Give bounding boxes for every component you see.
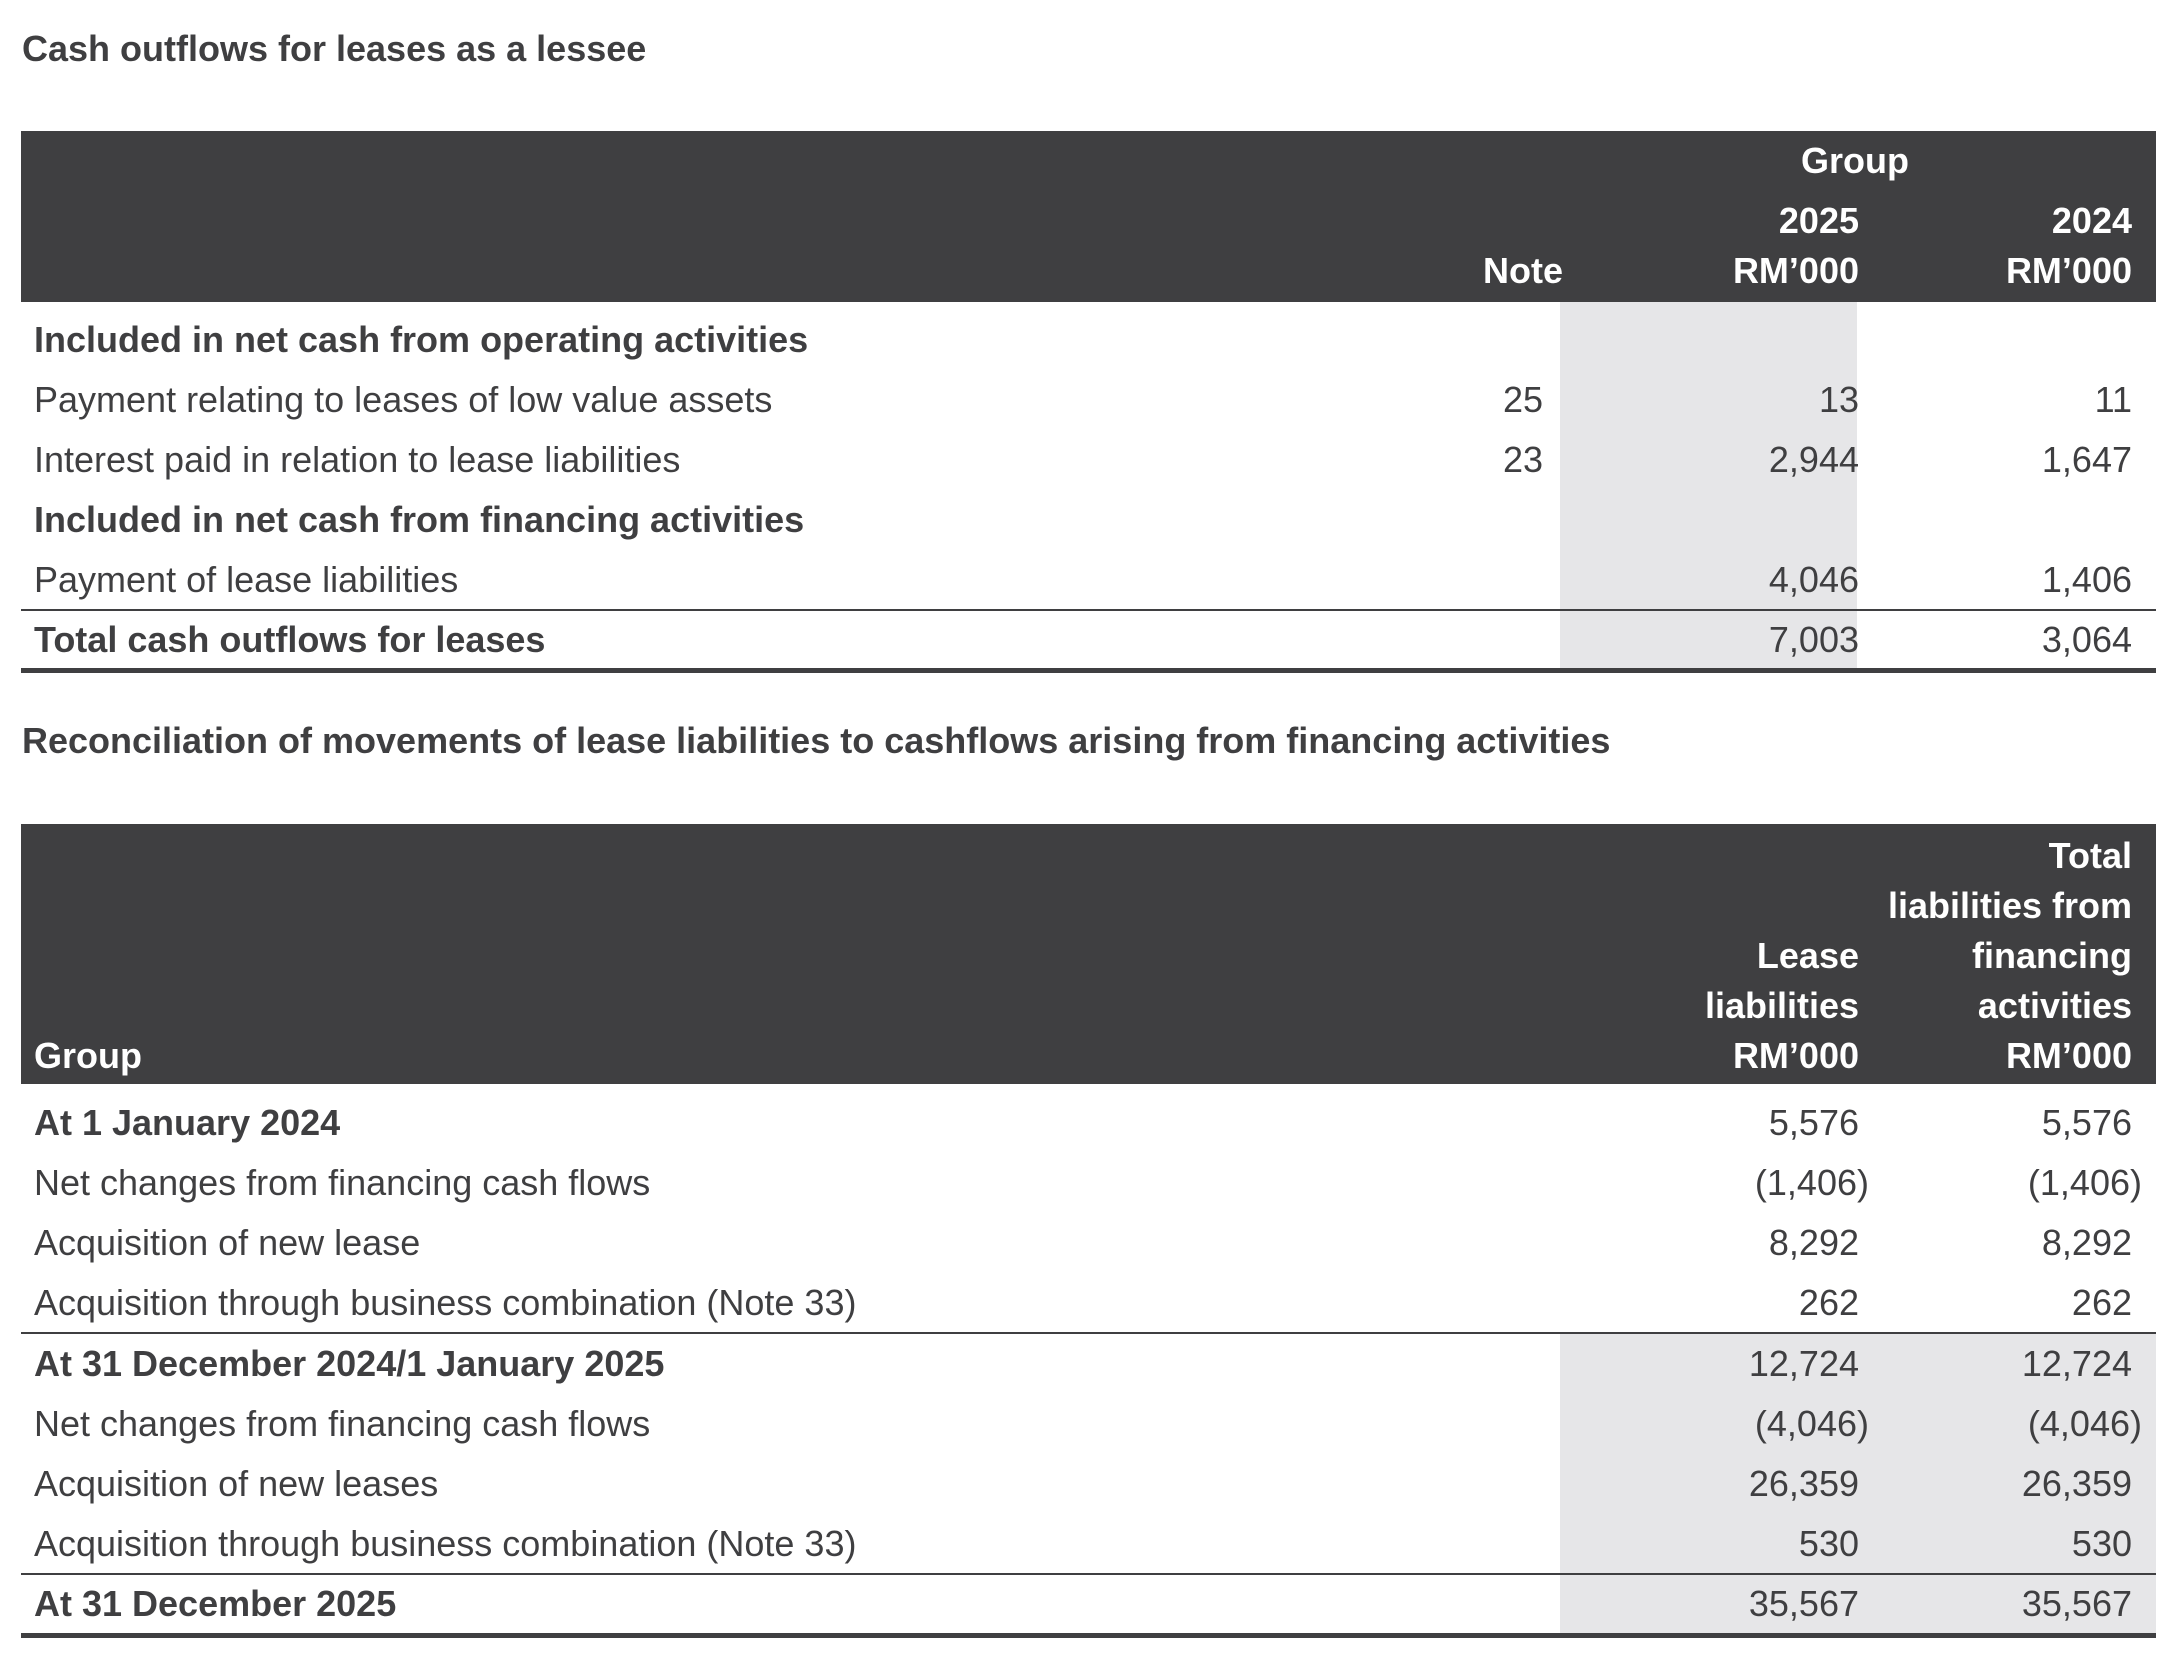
row-label: Interest paid in relation to lease liabilities xyxy=(34,439,681,480)
unit-2025-header: RM’000 xyxy=(1732,250,1859,291)
row-value-total: 5,576 xyxy=(2041,1102,2132,1143)
row-value-total: 26,359 xyxy=(2021,1463,2132,1504)
table-row xyxy=(21,310,2156,370)
year-2024-header: 2024 xyxy=(2051,200,2132,241)
row-value-2024: 1,406 xyxy=(2041,559,2132,600)
total-liabilities-header-line4: activities xyxy=(1977,985,2132,1026)
table-row xyxy=(21,1454,2156,1514)
row-label: Acquisition through business combination (Note 33) xyxy=(34,1523,857,1564)
row-value-total: 12,724 xyxy=(2021,1343,2132,1384)
row-value-lease: 530 xyxy=(1798,1523,1859,1564)
row-value-lease: 8,292 xyxy=(1768,1222,1859,1263)
table2-header xyxy=(21,824,2156,1084)
row-value-lease: 262 xyxy=(1798,1282,1859,1323)
lease-liabilities-header-line1: Lease xyxy=(1756,935,1859,976)
group-header: Group xyxy=(1801,140,1909,181)
lease-liabilities-header-line2: liabilities xyxy=(1704,985,1859,1026)
year-2025-header: 2025 xyxy=(1778,200,1859,241)
row-label: Payment relating to leases of low value assets xyxy=(34,379,773,420)
row-value-total: (4,046) xyxy=(2027,1403,2142,1444)
total-liabilities-header-line5: RM’000 xyxy=(2005,1035,2132,1076)
row-label: At 31 December 2024/1 January 2025 xyxy=(34,1343,665,1384)
row-value-lease: (4,046) xyxy=(1754,1403,1869,1444)
row-note: 23 xyxy=(1502,439,1543,480)
row-value-total: 35,567 xyxy=(2021,1583,2132,1624)
table-row xyxy=(21,1093,2156,1153)
row-value-total: 530 xyxy=(2071,1523,2132,1564)
row-label: Included in net cash from financing activities xyxy=(34,499,805,540)
row-value-total: 262 xyxy=(2071,1282,2132,1323)
row-value-2025: 4,046 xyxy=(1768,559,1859,600)
table-row xyxy=(21,1273,2156,1333)
table-row xyxy=(21,430,2156,490)
row-value-lease: 35,567 xyxy=(1748,1583,1859,1624)
table-row xyxy=(21,550,2156,610)
table1-title: Cash outflows for leases as a lessee xyxy=(22,28,647,69)
lease-liabilities-header-line3: RM’000 xyxy=(1732,1035,1859,1076)
row-value-2024: 1,647 xyxy=(2041,439,2132,480)
row-label: Acquisition of new lease xyxy=(34,1222,421,1263)
table1-header xyxy=(21,131,2156,302)
table-row xyxy=(21,1514,2156,1574)
table-row xyxy=(21,1334,2156,1394)
row-value-total: (1,406) xyxy=(2027,1162,2142,1203)
row-value-2024: 3,064 xyxy=(2041,619,2132,660)
row-value-2025: 2,944 xyxy=(1768,439,1859,480)
total-liabilities-header-line3: financing xyxy=(1972,935,2132,976)
table-row xyxy=(21,370,2156,430)
row-value-2025: 13 xyxy=(1818,379,1859,420)
group-header: Group xyxy=(34,1035,142,1076)
total-liabilities-header-line1: Total xyxy=(2048,835,2132,876)
table2-title: Reconciliation of movements of lease liabilities to cashflows arising from financing activities xyxy=(22,720,1611,761)
divider xyxy=(21,1633,2156,1638)
note-header: Note xyxy=(1483,250,1563,291)
row-label: At 1 January 2024 xyxy=(34,1102,341,1143)
row-label: Total cash outflows for leases xyxy=(34,619,546,660)
row-value-lease: 5,576 xyxy=(1768,1102,1859,1143)
table-row xyxy=(21,490,2156,550)
table-row xyxy=(21,1213,2156,1273)
row-note: 25 xyxy=(1502,379,1543,420)
row-value-total: 8,292 xyxy=(2041,1222,2132,1263)
table-row xyxy=(21,1394,2156,1454)
row-label: Acquisition through business combination (Note 33) xyxy=(34,1282,857,1323)
table-row xyxy=(21,1153,2156,1213)
row-value-lease: (1,406) xyxy=(1754,1162,1869,1203)
row-value-2025: 7,003 xyxy=(1768,619,1859,660)
unit-2024-header: RM’000 xyxy=(2005,250,2132,291)
row-label: Net changes from financing cash flows xyxy=(34,1162,651,1203)
row-label: Included in net cash from operating activities xyxy=(34,319,809,360)
row-label: Acquisition of new leases xyxy=(34,1463,439,1504)
divider xyxy=(21,668,2156,673)
row-value-lease: 12,724 xyxy=(1748,1343,1859,1384)
table-row-total xyxy=(21,1574,2156,1634)
row-label: Net changes from financing cash flows xyxy=(34,1403,651,1444)
row-label: Payment of lease liabilities xyxy=(34,559,459,600)
row-label: At 31 December 2025 xyxy=(34,1583,397,1624)
table-row-total xyxy=(21,610,2156,670)
total-liabilities-header-line2: liabilities from xyxy=(1887,885,2132,926)
row-value-2024: 11 xyxy=(2094,379,2132,420)
row-value-lease: 26,359 xyxy=(1748,1463,1859,1504)
